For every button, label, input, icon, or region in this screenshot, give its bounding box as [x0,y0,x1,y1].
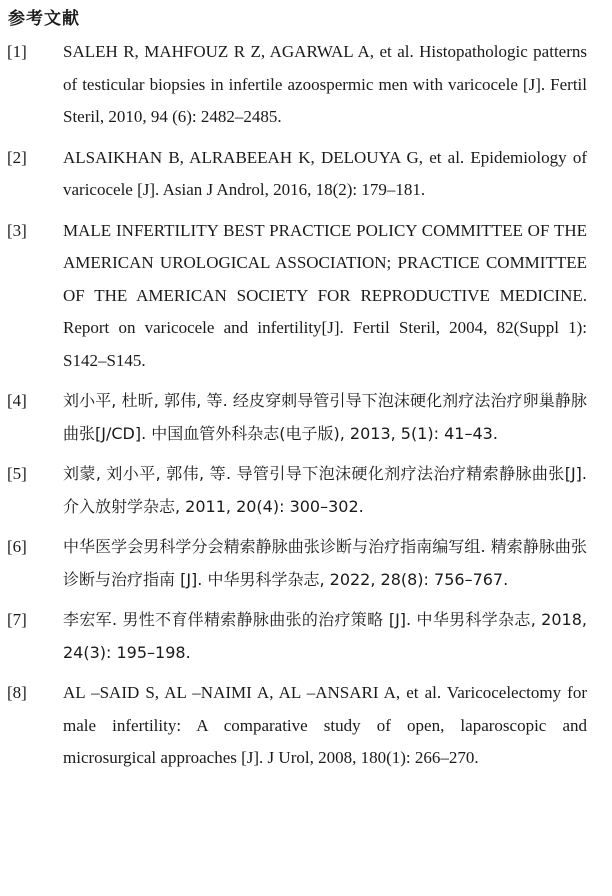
reference-number: [6] [7,537,27,556]
reference-text: SALEH R, MAHFOUZ R Z, AGARWAL A, et al. Histopathologic patterns of testicular biopsies in infertile azoospermic men with varicocele [J]. Fertil Steril, 2010, 94 (6): 2482–2485. [63,42,587,126]
reference-item [0,531,612,596]
reference-item [0,36,612,134]
reference-text: AL –SAID S, AL –NAIMI A, AL –ANSARI A, et al. Varicocelectomy for male infertility: A comparative study of open, laparoscopic and microsurgical approaches [J]. J Urol, 2008, 180(1): 266–270. [63,683,587,767]
reference-text: MALE INFERTILITY BEST PRACTICE POLICY COMMITTEE OF THE AMERICAN UROLOGICAL ASSOCIATION; PRACTICE COMMITTEE OF THE AMERICAN SOCIETY FOR REPRODUCTIVE MEDICINE. Report on varicocele and infertility[J]. Fertil Steril, 2004, 82(Suppl 1): S142–S145. [63,220,587,370]
reference-number: [2] [7,147,27,167]
reference-item [0,142,612,207]
reference-number: [1] [7,42,27,61]
reference-text: 中华医学会男科学分会精索静脉曲张诊断与治疗指南编写组. 精索静脉曲张诊断与治疗指南 [J]. 中华男科学杂志, 2022, 28(8): 756–767. [63,537,587,589]
reference-text: 刘蒙, 刘小平, 郭伟, 等. 导管引导下泡沫硬化剂疗法治疗精索静脉曲张[J]. 介入放射学杂志, 2011, 20(4): 300–302. [63,464,587,516]
reference-item [0,458,612,523]
reference-number: [5] [7,464,27,483]
reference-text: 刘小平, 杜昕, 郭伟, 等. 经皮穿刺导管引导下泡沫硬化剂疗法治疗卵巢静脉曲张[J/CD]. 中国血管外科杂志(电子版), 2013, 5(1): 41–43. [63,391,587,443]
reference-item [0,677,612,775]
reference-number: [8] [7,683,27,702]
reference-list [0,36,612,783]
reference-number: [4] [7,391,27,410]
reference-item [0,604,612,669]
reference-number: [3] [7,220,27,240]
reference-text: 李宏军. 男性不育伴精索静脉曲张的治疗策略 [J]. 中华男科学杂志, 2018, 24(3): 195–198. [63,610,587,662]
reference-item [0,385,612,450]
references-heading: 参考文献 [8,9,80,29]
reference-number: [7] [7,610,27,629]
reference-item [0,215,612,378]
reference-text: ALSAIKHAN B, ALRABEEAH K, DELOUYA G, et al. Epidemiology of varicocele [J]. Asian J Androl, 2016, 18(2): 179–181. [63,147,587,199]
